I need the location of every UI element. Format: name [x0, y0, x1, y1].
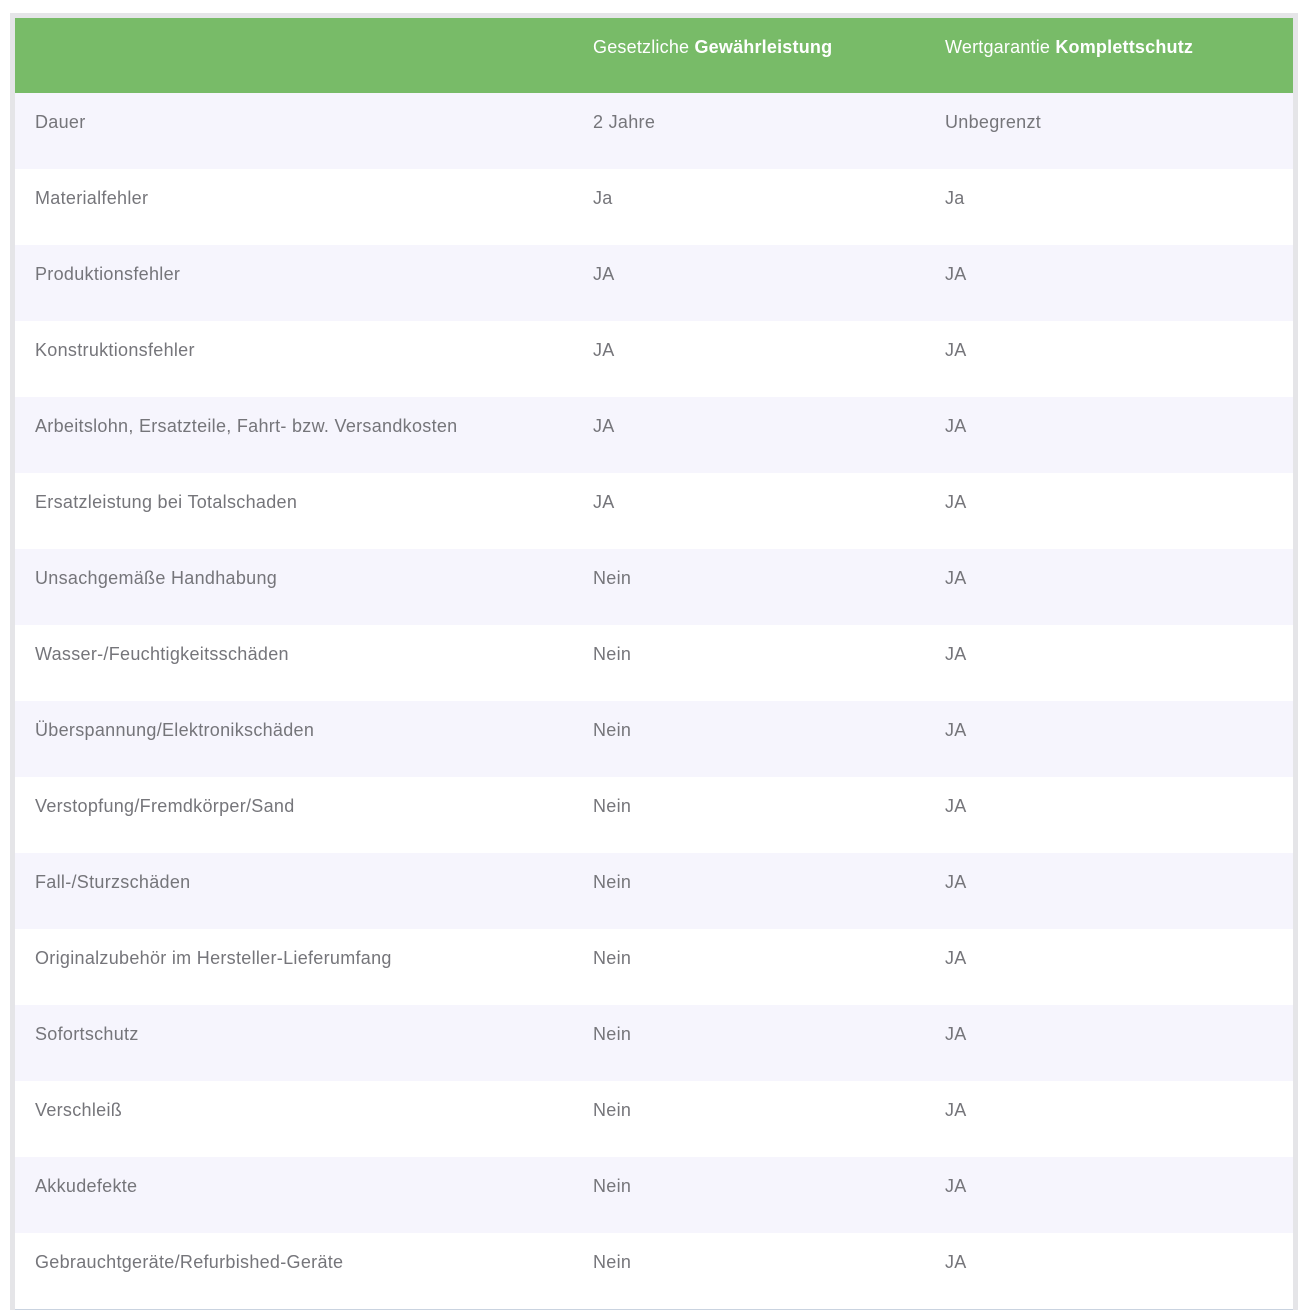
header-gesetzlich [593, 37, 832, 58]
gesetzlich-cell: JA [593, 416, 615, 436]
table-row [15, 245, 1293, 321]
feature-cell: Unsachgemäße Handhabung [35, 568, 278, 588]
feature-cell: Konstruktionsfehler [35, 340, 195, 360]
feature-cell: Ersatzleistung bei Totalschaden [35, 492, 298, 512]
table-row [15, 93, 1293, 169]
wertgarantie-cell: JA [945, 416, 967, 436]
comparison-table [15, 18, 1293, 1310]
gesetzlich-cell: Nein [593, 948, 632, 968]
gesetzlich-cell: Ja [593, 188, 613, 208]
wertgarantie-cell: JA [945, 1252, 967, 1272]
feature-cell: Originalzubehör im Hersteller-Lieferumfang [35, 948, 392, 968]
table-row [15, 701, 1293, 777]
gesetzlich-cell: Nein [593, 1024, 632, 1044]
wertgarantie-cell: JA [945, 264, 967, 284]
table-row [15, 1233, 1293, 1309]
table-row [15, 1081, 1293, 1157]
table-row [15, 853, 1293, 929]
wertgarantie-cell: JA [945, 948, 967, 968]
table-row [15, 473, 1293, 549]
wertgarantie-cell: Unbegrenzt [945, 112, 1042, 132]
gesetzlich-cell: Nein [593, 872, 632, 892]
wertgarantie-cell: JA [945, 644, 967, 664]
table-body [15, 93, 1293, 1309]
wertgarantie-cell: JA [945, 720, 967, 740]
feature-cell: Überspannung/Elektronikschäden [35, 720, 315, 740]
gesetzlich-cell: JA [593, 492, 615, 512]
gesetzlich-cell: Nein [593, 796, 632, 816]
gesetzlich-cell: Nein [593, 568, 632, 588]
feature-cell: Dauer [35, 112, 86, 132]
header-gesetzlich-bold: Gewährleistung [694, 37, 833, 57]
feature-cell: Akkudefekte [35, 1176, 138, 1196]
gesetzlich-cell: Nein [593, 1100, 632, 1120]
wertgarantie-cell: JA [945, 1176, 967, 1196]
table-row [15, 1157, 1293, 1233]
feature-cell: Sofortschutz [35, 1024, 139, 1044]
wertgarantie-cell: JA [945, 796, 967, 816]
feature-cell: Verstopfung/Fremdkörper/Sand [35, 796, 295, 816]
table-row [15, 777, 1293, 853]
gesetzlich-cell: JA [593, 264, 615, 284]
gesetzlich-cell: Nein [593, 1176, 632, 1196]
table-row [15, 169, 1293, 245]
gesetzlich-cell: JA [593, 340, 615, 360]
feature-cell: Fall-/Sturzschäden [35, 872, 191, 892]
feature-cell: Produktionsfehler [35, 264, 181, 284]
header-gesetzlich-light: Gesetzliche [593, 37, 690, 57]
gesetzlich-cell: Nein [593, 644, 632, 664]
wertgarantie-cell: JA [945, 872, 967, 892]
header-wertgarantie-light: Wertgarantie [945, 37, 1051, 57]
wertgarantie-cell: JA [945, 1100, 967, 1120]
gesetzlich-cell: Nein [593, 720, 632, 740]
table-row [15, 321, 1293, 397]
gesetzlich-cell: Nein [593, 1252, 632, 1272]
header-wertgarantie-bold: Komplettschutz [1055, 37, 1194, 57]
wertgarantie-cell: JA [945, 492, 967, 512]
header-wertgarantie [945, 37, 1193, 58]
feature-cell: Arbeitslohn, Ersatzteile, Fahrt- bzw. Versandkosten [35, 416, 458, 436]
table-row [15, 625, 1293, 701]
wertgarantie-cell: Ja [945, 188, 965, 208]
wertgarantie-cell: JA [945, 568, 967, 588]
table-row [15, 1005, 1293, 1081]
table-row [15, 549, 1293, 625]
feature-cell: Verschleiß [35, 1100, 123, 1120]
feature-cell: Wasser-/Feuchtigkeitsschäden [35, 644, 289, 664]
gesetzlich-cell: 2 Jahre [593, 112, 656, 132]
wertgarantie-cell: JA [945, 1024, 967, 1044]
table-row [15, 929, 1293, 1005]
feature-cell: Gebrauchtgeräte/Refurbished-Geräte [35, 1252, 344, 1272]
feature-cell: Materialfehler [35, 188, 149, 208]
table-header [15, 18, 1293, 93]
table-row [15, 397, 1293, 473]
wertgarantie-cell: JA [945, 340, 967, 360]
